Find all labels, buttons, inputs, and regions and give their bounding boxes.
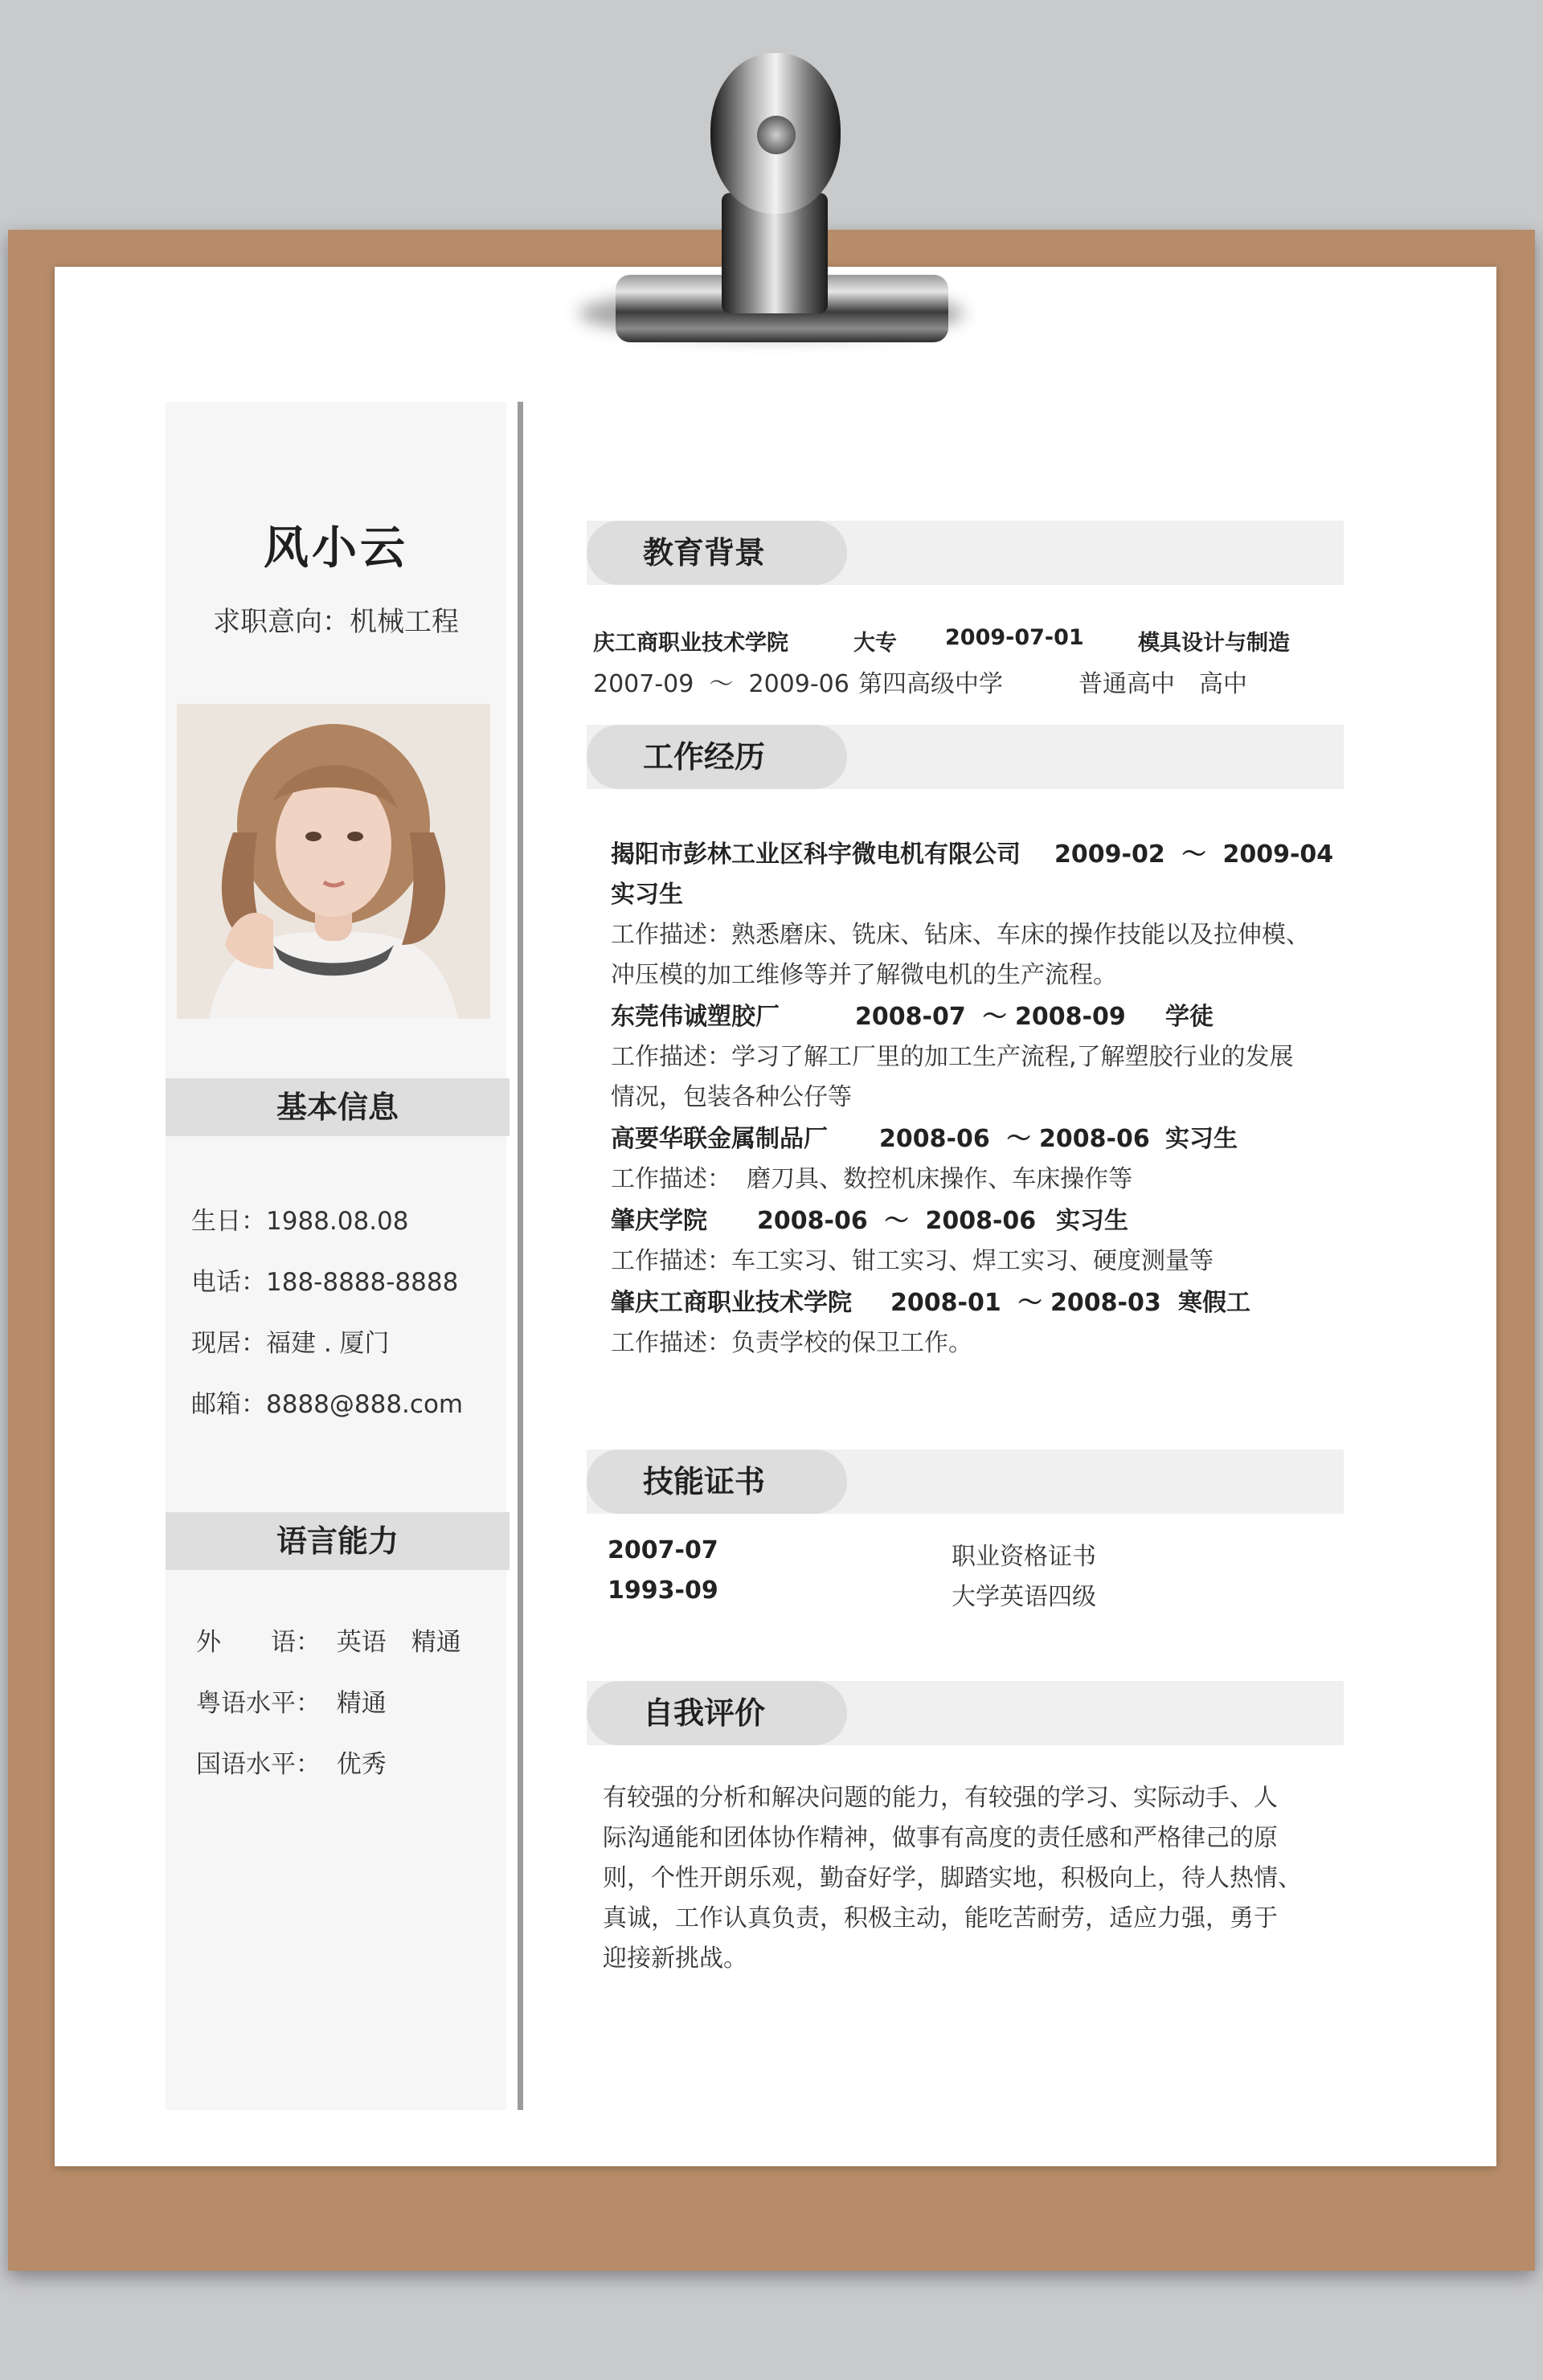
birthday-text: 生日：1988.08.08	[191, 1207, 409, 1236]
job2-dates: 2008-07 ～ 2008-09	[855, 1003, 1126, 1031]
job5-role: 寒假工	[1178, 1289, 1250, 1317]
job2-desc-line1: 工作描述：学习了解工厂里的加工生产流程,了解塑胶行业的发展	[611, 1043, 1294, 1071]
job1-desc-line1: 工作描述：熟悉磨床、铣床、钻床、车床的操作技能以及拉伸模、	[611, 921, 1310, 949]
education-heading: 教育背景	[643, 535, 766, 570]
job3-desc: 工作描述： 磨刀具、数控机床操作、车床操作等	[611, 1165, 1133, 1193]
sidebar	[166, 402, 506, 2110]
self-eval-section-header	[587, 1681, 1344, 1745]
edu-hs-dates: 2007-09 ～ 2009-06	[593, 670, 849, 698]
skill1-name: 职业资格证书	[952, 1543, 1096, 1571]
skill2-date: 1993-09	[608, 1576, 718, 1605]
job3-dates: 2008-06 ～ 2008-06	[879, 1125, 1150, 1153]
self-eval-line4: 真诚，工作认真负责，积极主动，能吃苦耐劳，适应力强，勇于	[603, 1904, 1278, 1932]
education-section-header	[587, 521, 1344, 585]
job1-desc-line2: 冲压模的加工维修等并了解微电机的生产流程。	[611, 961, 1117, 989]
edu-date: 2009-07-01	[945, 625, 1084, 650]
residence-text: 现居：福建 . 厦门	[191, 1329, 390, 1358]
job4-dates: 2008-06 ～ 2008-06	[757, 1207, 1037, 1235]
skills-heading: 技能证书	[643, 1464, 766, 1499]
work-heading: 工作经历	[643, 739, 766, 775]
binder-clip	[579, 48, 948, 354]
job1-dates: 2009-02 ～ 2009-04	[1054, 840, 1334, 869]
job5-company: 肇庆工商职业技术学院	[611, 1289, 852, 1317]
language-row-mandarin: 国语水平： 优秀	[196, 1750, 387, 1779]
job3-company: 高要华联金属制品厂	[611, 1125, 828, 1153]
skills-section-header	[587, 1450, 1344, 1514]
job2-desc-line2: 情况，包装各种公仔等	[611, 1083, 852, 1111]
job-intent: 求职意向：机械工程	[213, 606, 459, 638]
candidate-name: 风小云	[264, 522, 408, 575]
job1-role: 实习生	[611, 881, 683, 909]
job4-company: 肇庆学院	[611, 1207, 707, 1235]
edu-hs-school: 第四高级中学	[858, 670, 1003, 698]
skill2-name: 大学英语四级	[952, 1583, 1096, 1611]
language-row-cantonese: 粤语水平： 精通	[196, 1689, 387, 1718]
sidebar-divider	[518, 402, 523, 2110]
self-eval-line2: 际沟通能和团体协作精神，做事有高度的责任感和严格律己的原	[603, 1824, 1278, 1852]
edu-major: 模具设计与制造	[1138, 631, 1290, 656]
edu-school: 庆工商职业技术学院	[593, 631, 788, 656]
job2-role: 学徒	[1165, 1003, 1214, 1031]
self-eval-line5: 迎接新挑战。	[603, 1944, 747, 1973]
edu-hs-level: 普通高中 高中	[1078, 670, 1247, 698]
self-eval-line3: 则，个性开朗乐观，勤奋好学，脚踏实地，积极向上，待人热情、	[603, 1864, 1302, 1892]
self-eval-line1: 有较强的分析和解决问题的能力，有较强的学习、实际动手、人	[603, 1784, 1278, 1812]
language-heading: 语言能力	[166, 1512, 510, 1570]
phone-text: 电话：188-8888-8888	[191, 1268, 459, 1297]
job2-company: 东莞伟诚塑胶厂	[611, 1003, 780, 1031]
job4-role: 实习生	[1056, 1207, 1128, 1235]
skill1-date: 2007-07	[608, 1536, 718, 1564]
work-section-header	[587, 725, 1344, 789]
edu-degree: 大专	[853, 631, 897, 656]
profile-photo	[177, 704, 490, 1019]
basic-info-heading: 基本信息	[166, 1078, 510, 1136]
email-text: 邮箱：8888@888.com	[191, 1390, 464, 1419]
job4-desc: 工作描述：车工实习、钳工实习、焊工实习、硬度测量等	[611, 1247, 1214, 1275]
language-row-foreign: 外 语： 英语 精通	[196, 1628, 461, 1657]
self-eval-heading: 自我评价	[643, 1695, 766, 1731]
job5-desc: 工作描述：负责学校的保卫工作。	[611, 1329, 972, 1357]
job5-dates: 2008-01 ～ 2008-03	[890, 1289, 1161, 1317]
job1-company: 揭阳市彭林工业区科宇微电机有限公司	[611, 840, 1021, 869]
job3-role: 实习生	[1165, 1125, 1238, 1153]
